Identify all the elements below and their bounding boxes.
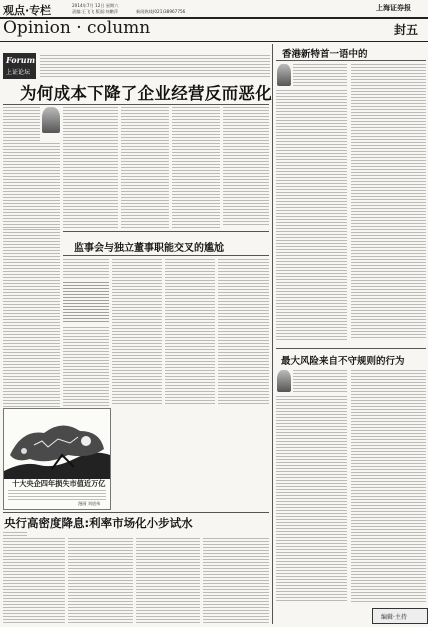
middle-article-col-1c — [63, 327, 109, 407]
cartoon-illustration — [4, 409, 110, 479]
bottom-article-col-1 — [3, 538, 65, 624]
cartoon-caption-title: 十大央企四年损失市值近万亿 — [12, 479, 106, 488]
forum-badge-en: Forum — [6, 55, 36, 65]
right-top-headline-rule — [276, 60, 426, 61]
right-top-col-2 — [351, 64, 426, 338]
editor-line: 责编:王飞飞 版面:何鹏萍 — [72, 9, 119, 14]
bottom-article-byline — [3, 532, 27, 536]
main-headline: 为何成本下降了企业经营反而恶化 — [20, 84, 272, 103]
page-label: 封五 — [394, 23, 419, 37]
main-article-col-4 — [172, 107, 220, 229]
middle-article-top-rule — [63, 231, 269, 232]
middle-headline: 监事会与独立董事职能交叉的尴尬 — [74, 243, 224, 254]
masthead-bottom-rule — [0, 41, 428, 42]
bottom-article-col-3 — [136, 538, 200, 624]
right-top-col-1a — [293, 64, 347, 88]
right-column-divider — [272, 44, 273, 624]
forum-badge — [3, 53, 36, 79]
right-top-photo — [277, 64, 291, 86]
middle-article-col-4 — [218, 259, 269, 405]
middle-article-col-2 — [112, 259, 162, 405]
footer-tag-text: 编辑·主持 — [381, 614, 407, 621]
right-mid-top-rule — [276, 348, 426, 349]
right-mid-col-1a — [293, 370, 347, 394]
email-line: 新闻热线(021)38967756 — [136, 9, 186, 14]
main-headline-rule — [3, 104, 269, 105]
footer-tag — [372, 608, 428, 624]
bottom-article-col-4 — [203, 538, 269, 624]
cartoon-credit: 漫画 刘道伟 — [78, 501, 101, 506]
right-top-headline: 香港新特首一语中的 — [282, 49, 368, 60]
cartoon-caption-text — [8, 490, 106, 501]
main-article-col-2 — [63, 107, 118, 229]
middle-headline-rule — [63, 255, 269, 256]
paper-name: 上海证券报 — [376, 3, 411, 12]
middle-article-col-3 — [165, 259, 215, 405]
middle-article-pullquote — [63, 282, 109, 324]
right-mid-photo — [277, 370, 291, 392]
main-article-lead — [40, 55, 270, 79]
middle-article-col-1 — [63, 259, 109, 279]
section-title-cn: 观点·专栏 — [3, 4, 52, 17]
cartoon-frame — [3, 408, 111, 510]
bottom-article-top-rule — [3, 512, 269, 513]
masthead — [0, 0, 428, 52]
main-article-col-1 — [3, 107, 40, 143]
right-mid-headline: 最大风险来自不守规则的行为 — [281, 356, 405, 367]
left-column-text — [3, 229, 60, 407]
date-line: 2014年7月 12日 星期六 — [72, 3, 119, 8]
bottom-headline: 央行高密度降息:利率市场化小步试水 — [4, 516, 193, 530]
main-article-col-5 — [223, 107, 269, 225]
forum-badge-cn: 上证论坛 — [6, 69, 31, 76]
right-top-col-1 — [276, 90, 347, 342]
author-photo — [42, 107, 60, 133]
right-mid-col-2 — [351, 370, 426, 602]
main-article-col-1b — [3, 143, 60, 229]
main-article-col-3 — [121, 107, 169, 229]
right-mid-col-1 — [276, 396, 347, 602]
section-title-en: Opinion · column — [3, 18, 151, 38]
bottom-article-col-2 — [68, 538, 133, 624]
